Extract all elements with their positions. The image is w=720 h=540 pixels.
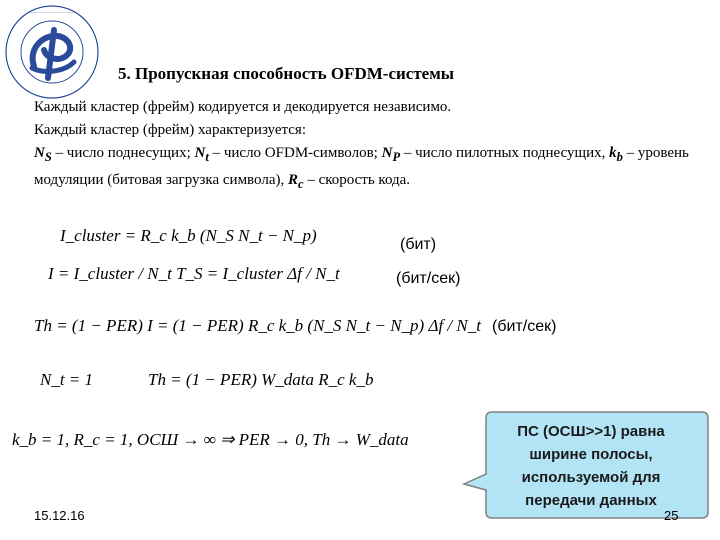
rc-symbol: $R_c$: [287, 172, 304, 191]
intro-paragraph: [34, 96, 704, 196]
nt-symbol: $N_t$: [194, 145, 209, 164]
intro-line-2: Каждый кластер (фрейм) характеризуется:: [34, 122, 306, 138]
formula-throughput: Th = (1 − PER) I = (1 − PER) R_c k_b (N_S N_t − N_p) Δf / N_t: [34, 316, 481, 335]
footer-date: 15.12.16: [34, 508, 85, 523]
np-symbol: $N_P$: [381, 145, 401, 164]
unit-bits-per-second-2: (бит/сек): [492, 318, 557, 335]
svg-text:·····························: ·····························: [28, 10, 76, 16]
formula-limit-case: k_b = 1, R_c = 1, ОСШ → ∞ ⇒ PER → 0, Th → W_data: [12, 430, 409, 449]
formula-nt-equals-one: N_t = 1: [40, 370, 94, 389]
slide-title: 5. Пропускная способность OFDM-системы: [118, 64, 455, 83]
formula-throughput-simplified: Th = (1 − PER) W_data R_c k_b: [148, 370, 374, 389]
page-number: 25: [664, 508, 679, 523]
intro-definitions: $N_S$ – число поднесущих; $N_t$ – число OFDM-символов; $N_P$ – число пилотных поднесущих, $k_b$ – уровень модуляции (битовая загрузка символа), $R_c$ – скорость кода.: [34, 145, 689, 191]
university-seal-logo: [4, 4, 100, 100]
kb-symbol: $k_b$: [609, 145, 623, 164]
intro-line-1: Каждый кластер (фрейм) кодируется и декодируется независимо.: [34, 99, 452, 115]
formula-information-rate: I = I_cluster / N_t T_S = I_cluster Δf / N_t: [48, 264, 340, 283]
unit-bits: (бит): [400, 236, 437, 253]
ns-symbol: $N_S$: [34, 145, 52, 164]
formula-i-cluster: I_cluster = R_c k_b (N_S N_t − N_p): [60, 226, 317, 245]
unit-bits-per-second-1: (бит/сек): [396, 270, 461, 287]
callout-text: ПС (ОСШ>>1) равна ширине полосы, используемой для передачи данных: [517, 423, 665, 509]
